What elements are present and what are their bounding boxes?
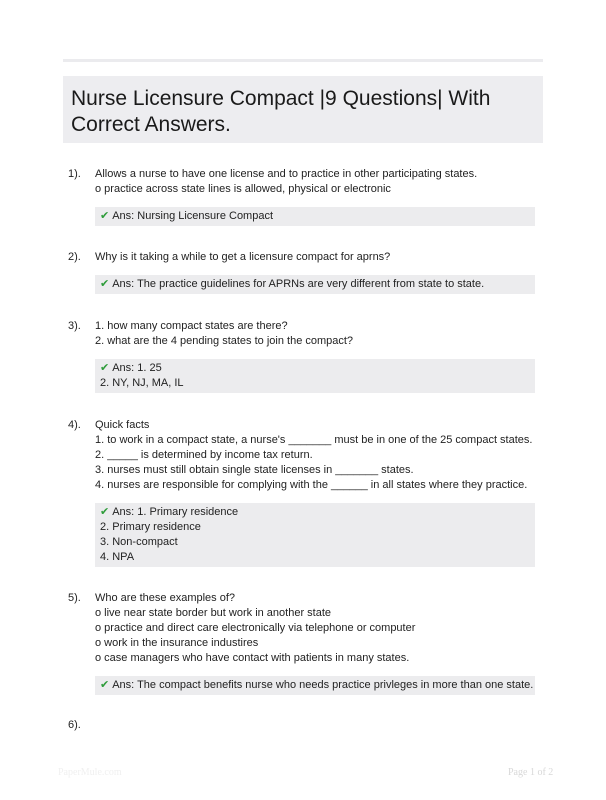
answer-box bbox=[95, 676, 535, 695]
header-divider bbox=[63, 59, 543, 62]
question-number: 1). bbox=[68, 168, 81, 180]
answer-text: Ans: Nursing Licensure Compact bbox=[112, 210, 274, 222]
question-number: 3). bbox=[68, 320, 81, 332]
question-text: o practice and direct care electronically via telephone or computer bbox=[95, 622, 416, 634]
question-text: 2. _____ is determined by income tax return. bbox=[95, 449, 313, 461]
check-icon: ✔ bbox=[100, 278, 110, 290]
title-banner bbox=[63, 76, 543, 143]
check-icon: ✔ bbox=[100, 210, 110, 222]
answer-text: 4. NPA bbox=[100, 551, 135, 563]
check-icon: ✔ bbox=[100, 506, 110, 518]
answer-box bbox=[95, 207, 535, 226]
question-number: 6). bbox=[68, 719, 81, 731]
answer-box bbox=[95, 503, 535, 567]
question-number: 5). bbox=[68, 592, 81, 604]
answer-text: 3. Non-compact bbox=[100, 536, 178, 548]
answer-box bbox=[95, 275, 535, 294]
document-title: Nurse Licensure Compact |9 Questions| With Correct Answers. bbox=[71, 87, 491, 136]
question-text: 4. nurses are responsible for complying with the ______ in all states where they practice. bbox=[95, 479, 528, 491]
question-2 bbox=[68, 250, 538, 294]
question-text: 1. how many compact states are there? bbox=[95, 320, 288, 332]
question-text: Quick facts bbox=[95, 419, 150, 431]
page-indicator: Page 1 of 2 bbox=[508, 767, 554, 778]
question-4 bbox=[68, 418, 538, 567]
question-text: o live near state border but work in another state bbox=[95, 607, 332, 619]
question-number: 2). bbox=[68, 251, 81, 263]
answer-text: 2. Primary residence bbox=[100, 521, 201, 533]
question-text: 3. nurses must still obtain single state licenses in _______ states. bbox=[95, 464, 414, 476]
question-text: Allows a nurse to have one license and to practice in other participating states. bbox=[95, 168, 478, 180]
question-3 bbox=[68, 319, 538, 393]
question-text: 2. what are the 4 pending states to join the compact? bbox=[95, 335, 354, 347]
question-5 bbox=[68, 591, 538, 695]
answer-text: Ans: 1. 25 bbox=[112, 362, 162, 374]
question-1 bbox=[68, 167, 538, 226]
answer-box bbox=[95, 359, 535, 393]
check-icon: ✔ bbox=[100, 362, 110, 374]
answer-text: 2. NY, NJ, MA, IL bbox=[100, 377, 184, 389]
question-number: 4). bbox=[68, 419, 81, 431]
answer-text: Ans: The compact benefits nurse who needs practice privleges in more than one state. bbox=[112, 679, 534, 691]
answer-text: Ans: The practice guidelines for APRNs are very different from state to state. bbox=[112, 278, 485, 290]
question-text: o case managers who have contact with patients in many states. bbox=[95, 652, 410, 664]
question-text: Why is it taking a while to get a licensure compact for aprns? bbox=[95, 251, 391, 263]
question-text: Who are these examples of? bbox=[95, 592, 236, 604]
answer-text: Ans: 1. Primary residence bbox=[112, 506, 239, 518]
footer-watermark: PaperMule.com bbox=[58, 767, 122, 778]
question-text: o practice across state lines is allowed, physical or electronic bbox=[95, 183, 391, 195]
question-text: o work in the insurance industires bbox=[95, 637, 259, 649]
check-icon: ✔ bbox=[100, 679, 110, 691]
question-text: 1. to work in a compact state, a nurse's _______ must be in one of the 25 compact states. bbox=[95, 434, 533, 446]
